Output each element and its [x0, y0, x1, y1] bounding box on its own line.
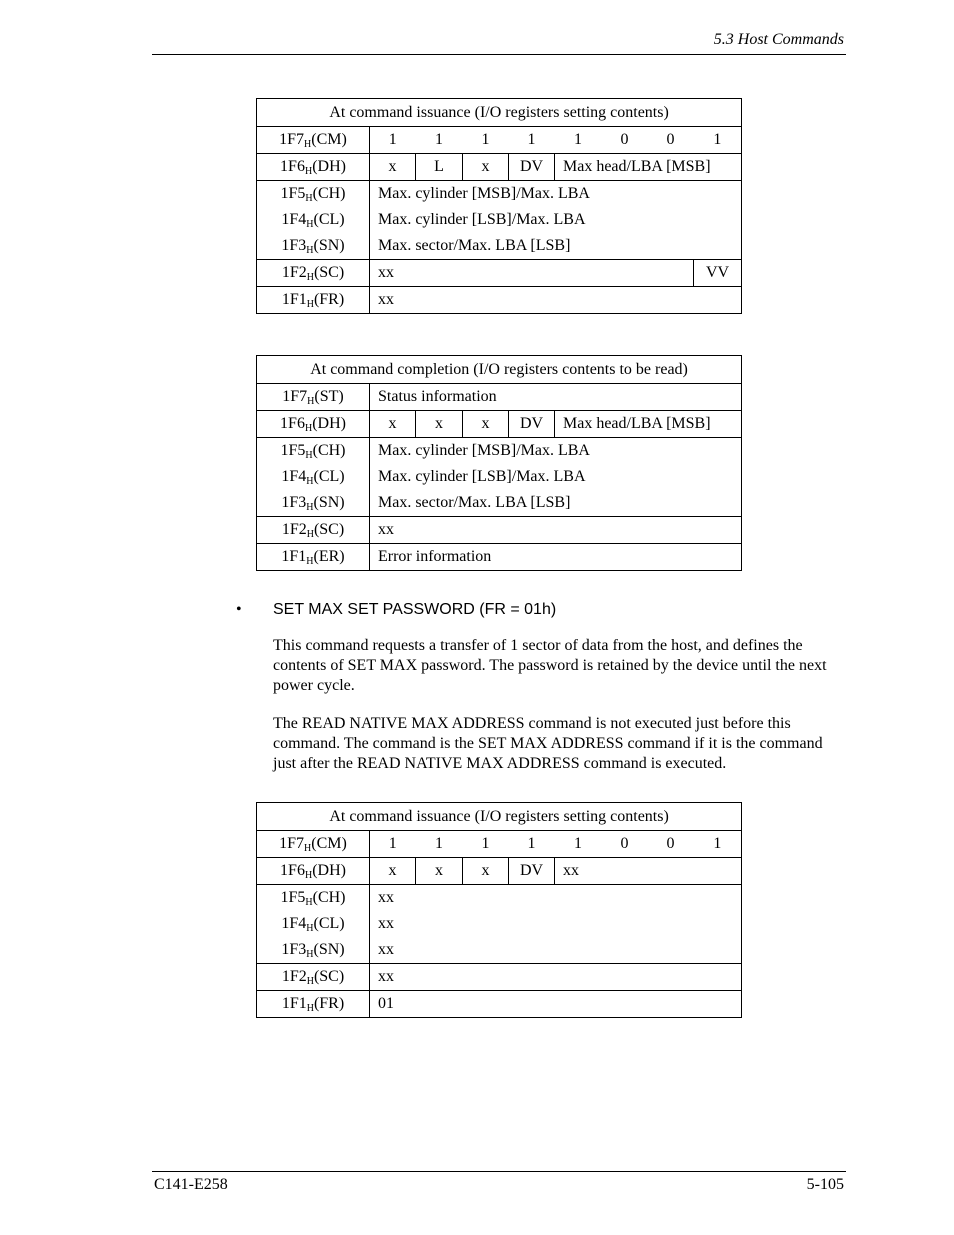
header-rule: [152, 54, 846, 55]
footer-rule: [152, 1171, 846, 1172]
ch-value: Max. cylinder [MSB]/Max. LBA: [378, 185, 590, 202]
bit-7: x: [370, 858, 416, 885]
bit-1: 0: [666, 835, 675, 852]
bit-0: 1: [694, 127, 742, 154]
register-row-ch-cl-sn: [257, 885, 742, 964]
section-title: 5.3 Host Commands: [713, 31, 844, 48]
register-row-fr: [257, 287, 742, 314]
register-table-completion: [256, 355, 742, 571]
register-name: $1F6_H(DH)$: [257, 154, 370, 181]
document-id: C141-E258: [154, 1176, 228, 1193]
bit-5: x: [463, 858, 509, 885]
paragraph-2: The READ NATIVE MAX ADDRESS command is not executed just before this command. The command is the SET MAX ADDRESS command if it is the command just after the READ NATIVE MAX ADDRESS command is executed.: [273, 715, 823, 772]
page-number: 5-105: [806, 1176, 844, 1193]
register-name: $1F1_H(FR)$: [257, 991, 370, 1018]
head-field: Max head/LBA [MSB]: [555, 411, 742, 438]
register-name: $1F7_H(CM)$: [257, 127, 370, 154]
register-name-group: $1F5_H(CH)$ $1F4_H(CL)$ $1F3_H(SN)$: [257, 181, 370, 260]
register-name: $1F1_H(FR)$: [257, 287, 370, 314]
register-name: $1F2_H(SC)$: [257, 964, 370, 991]
bit-0: 1: [694, 831, 742, 858]
error-value: Error information: [370, 544, 742, 571]
register-row-cm: [257, 831, 742, 858]
register-name-group: $1F5_H(CH)$ $1F4_H(CL)$ $1F3_H(SN)$: [257, 438, 370, 517]
register-values-group: [370, 438, 742, 517]
sc-value: xx: [370, 260, 694, 287]
bullet-heading: SET MAX SET PASSWORD (FR = 01h): [273, 601, 557, 618]
vv-field: VV: [694, 260, 742, 287]
register-name: $1F1_H(ER)$: [257, 544, 370, 571]
bit-5: 1: [481, 835, 490, 852]
register-row-er: [257, 544, 742, 571]
bit-7: x: [370, 154, 416, 181]
register-row-dh: [257, 858, 742, 885]
sn-value: Max. sector/Max. LBA [LSB]: [378, 237, 571, 254]
bit-4: DV: [509, 858, 555, 885]
cl-value: xx: [378, 915, 394, 932]
register-name: $1F6_H(DH)$: [257, 858, 370, 885]
bit-6: L: [416, 154, 463, 181]
bit-2: 0: [620, 131, 629, 148]
table-title: At command completion (I/O registers contents to be read): [257, 356, 742, 384]
register-row-fr: [257, 991, 742, 1018]
bit-7: 1: [370, 831, 416, 858]
fr-value: 01: [370, 991, 742, 1018]
table-title: At command issuance (I/O registers setting contents): [257, 803, 742, 831]
bit-4: DV: [509, 411, 555, 438]
register-table-issuance-1: [256, 98, 742, 314]
bit-5: 1: [481, 131, 490, 148]
register-row-sc: [257, 964, 742, 991]
status-value: Status information: [370, 384, 742, 411]
bit-7: 1: [370, 127, 416, 154]
bit-1: 0: [666, 131, 675, 148]
register-name: $1F2_H(SC)$: [257, 260, 370, 287]
register-name: $1F7_H(ST)$: [257, 384, 370, 411]
head-field: xx: [555, 858, 742, 885]
bit-6: x: [416, 858, 463, 885]
bit-2: 0: [620, 835, 629, 852]
register-row-sc: [257, 517, 742, 544]
cl-value: Max. cylinder [LSB]/Max. LBA: [378, 211, 586, 228]
register-name: $1F6_H(DH)$: [257, 411, 370, 438]
register-name-group: $1F5_H(CH)$ $1F4_H(CL)$ $1F3_H(SN)$: [257, 885, 370, 964]
bit-6: x: [416, 411, 463, 438]
bit-4: DV: [509, 154, 555, 181]
bit-4: 1: [527, 131, 536, 148]
register-row-dh: [257, 154, 742, 181]
register-values-group: [370, 181, 742, 260]
register-row-st: [257, 384, 742, 411]
register-row-ch-cl-sn: [257, 181, 742, 260]
bit-3: 1: [574, 835, 582, 852]
paragraph-1: This command requests a transfer of 1 sector of data from the host, and defines the contents of SET MAX password. The password is retained by the device until the next power cycle.: [273, 637, 827, 694]
register-row-ch-cl-sn: [257, 438, 742, 517]
table-title: At command issuance (I/O registers setting contents): [257, 99, 742, 127]
bit-6: 1: [435, 835, 443, 852]
ch-value: xx: [378, 889, 394, 906]
register-row-sc: [257, 260, 742, 287]
register-name: $1F7_H(CM)$: [257, 831, 370, 858]
bit-3: 1: [574, 131, 582, 148]
register-table-issuance-2: [256, 802, 742, 1018]
register-row-cm: [257, 127, 742, 154]
bit-7: x: [370, 411, 416, 438]
cl-value: Max. cylinder [LSB]/Max. LBA: [378, 468, 586, 485]
bit-4: 1: [527, 835, 536, 852]
bit-5: x: [463, 411, 509, 438]
register-values-group: [370, 885, 742, 964]
sn-value: Max. sector/Max. LBA [LSB]: [378, 494, 571, 511]
sc-value: xx: [370, 964, 742, 991]
ch-value: Max. cylinder [MSB]/Max. LBA: [378, 442, 590, 459]
register-name: $1F2_H(SC)$: [257, 517, 370, 544]
bit-5: x: [463, 154, 509, 181]
bit-6: 1: [435, 131, 443, 148]
bullet-icon: •: [236, 601, 242, 618]
sc-value: xx: [370, 517, 742, 544]
head-field: Max head/LBA [MSB]: [555, 154, 742, 181]
sn-value: xx: [378, 941, 394, 958]
fr-value: xx: [370, 287, 742, 314]
register-row-dh: [257, 411, 742, 438]
